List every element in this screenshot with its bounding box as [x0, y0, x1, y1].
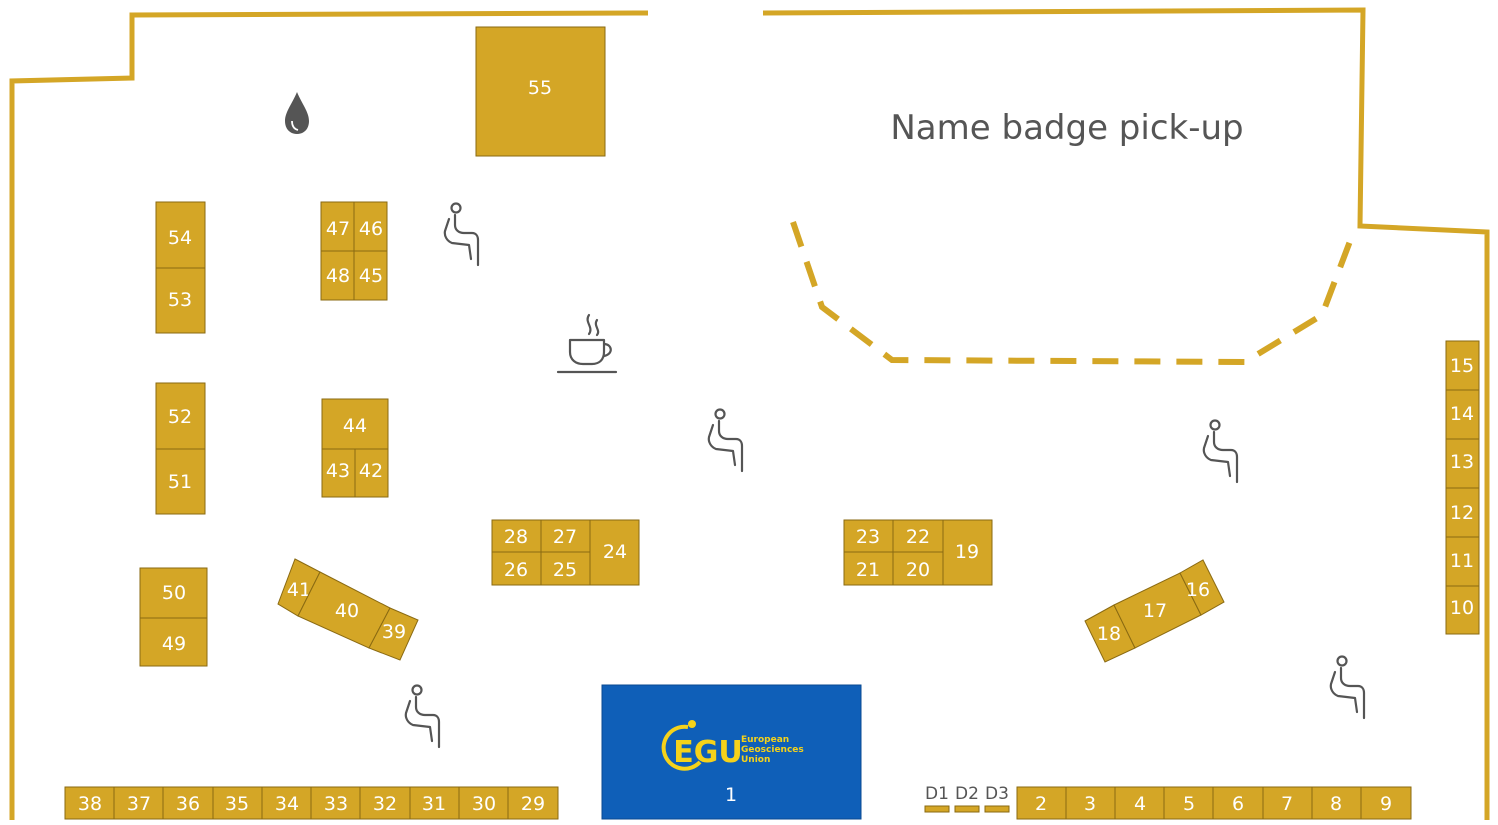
booth-20-label: 20: [905, 559, 931, 581]
booth-13-label: 13: [1449, 451, 1475, 473]
booth-48-label: 48: [325, 265, 351, 287]
booth-d3[interactable]: [985, 784, 1009, 812]
booth-52-label: 52: [167, 406, 193, 428]
booth-45[interactable]: [354, 251, 387, 300]
booth-1-egu[interactable]: [602, 685, 861, 819]
booth-44[interactable]: [322, 399, 388, 449]
booth-37[interactable]: [114, 787, 163, 819]
booth-11[interactable]: [1446, 537, 1479, 586]
booth-6-label: 6: [1231, 793, 1245, 815]
egu-logo-line2: Geosciences: [741, 745, 804, 755]
seating-icon: [1331, 657, 1364, 719]
booth-47-label: 47: [325, 218, 351, 240]
booth-33[interactable]: [311, 787, 360, 819]
booth-1-label: 1: [724, 784, 738, 806]
egu-logo-line1: European: [741, 735, 790, 745]
booth-44-label: 44: [342, 415, 368, 437]
water-drop-icon: [285, 92, 309, 134]
booth-25-label: 25: [552, 559, 578, 581]
booth-22[interactable]: [893, 520, 943, 552]
booth-51[interactable]: [156, 449, 205, 514]
booth-23-label: 23: [855, 526, 881, 548]
booth-55[interactable]: [476, 27, 605, 156]
booth-42[interactable]: [355, 449, 388, 497]
seating-icon: [1204, 421, 1237, 483]
booth-26[interactable]: [492, 552, 541, 585]
coffee-cup-icon: [558, 315, 616, 372]
booth-2-label: 2: [1034, 793, 1048, 815]
booth-48[interactable]: [321, 251, 354, 300]
egu-logo-letters: EGU: [673, 735, 743, 770]
booth-28-label: 28: [503, 526, 529, 548]
booth-14-label: 14: [1449, 403, 1475, 425]
badge-pickup-label: Name badge pick-up: [890, 108, 1244, 148]
booth-35-label: 35: [224, 793, 250, 815]
booth-27-label: 27: [552, 526, 578, 548]
booth-33-label: 33: [323, 793, 349, 815]
booth-17-label: 17: [1142, 600, 1168, 622]
booth-15-label: 15: [1449, 355, 1475, 377]
booth-2[interactable]: [1017, 787, 1066, 819]
booth-19[interactable]: [943, 520, 992, 585]
booth-22-label: 22: [905, 526, 931, 548]
booth-27[interactable]: [541, 520, 590, 552]
booth-3[interactable]: [1066, 787, 1115, 819]
booth-6[interactable]: [1213, 787, 1263, 819]
booth-10-label: 10: [1449, 597, 1475, 619]
booth-18-label: 18: [1096, 623, 1122, 645]
booth-51-label: 51: [167, 471, 193, 493]
booth-53[interactable]: [156, 268, 205, 333]
booth-43-label: 43: [325, 460, 351, 482]
booth-36[interactable]: [163, 787, 213, 819]
booth-38-label: 38: [77, 793, 103, 815]
booth-37-label: 37: [126, 793, 152, 815]
booth-32[interactable]: [360, 787, 410, 819]
booth-35[interactable]: [213, 787, 262, 819]
booth-54-label: 54: [167, 227, 193, 249]
booth-14[interactable]: [1446, 390, 1479, 439]
booth-4[interactable]: [1115, 787, 1164, 819]
booth-45-label: 45: [358, 265, 384, 287]
booth-41-label: 41: [286, 579, 312, 601]
booth-26-label: 26: [503, 559, 529, 581]
booth-20[interactable]: [893, 552, 943, 585]
booth-5[interactable]: [1164, 787, 1213, 819]
booth-46-label: 46: [358, 218, 384, 240]
seating-icon: [709, 410, 742, 472]
booth-36-label: 36: [175, 793, 201, 815]
booth-53-label: 53: [167, 289, 193, 311]
booth-d3-label: D3: [985, 784, 1009, 804]
booth-3-label: 3: [1083, 793, 1097, 815]
booth-24[interactable]: [590, 520, 639, 585]
booth-30[interactable]: [459, 787, 508, 819]
booth-9[interactable]: [1361, 787, 1411, 819]
booth-31[interactable]: [410, 787, 459, 819]
booth-9-label: 9: [1379, 793, 1393, 815]
booth-49[interactable]: [140, 618, 207, 666]
booth-47[interactable]: [321, 202, 354, 251]
booth-43[interactable]: [322, 449, 355, 497]
booth-50-label: 50: [161, 582, 187, 604]
booth-12[interactable]: [1446, 488, 1479, 537]
booth-7[interactable]: [1263, 787, 1312, 819]
booth-11-label: 11: [1449, 550, 1475, 572]
booth-34-label: 34: [274, 793, 300, 815]
booth-39-label: 39: [381, 621, 407, 643]
seating-icon: [445, 204, 478, 266]
booth-7-label: 7: [1280, 793, 1294, 815]
badge-queue-dashed-line: [793, 222, 1352, 362]
booth-12-label: 12: [1449, 502, 1475, 524]
booth-24-label: 24: [602, 541, 628, 563]
booth-10[interactable]: [1446, 586, 1479, 634]
booth-29[interactable]: [508, 787, 558, 819]
booth-54[interactable]: [156, 202, 205, 268]
booth-d2-label: D2: [955, 784, 979, 804]
booth-16-label: 16: [1185, 579, 1211, 601]
booth-8-label: 8: [1329, 793, 1343, 815]
booth-34[interactable]: [262, 787, 311, 819]
booth-30-label: 30: [471, 793, 497, 815]
booth-28[interactable]: [492, 520, 541, 552]
booth-50[interactable]: [140, 568, 207, 618]
booth-5-label: 5: [1182, 793, 1196, 815]
booth-4-label: 4: [1133, 793, 1147, 815]
booth-19-label: 19: [954, 541, 980, 563]
booth-8[interactable]: [1312, 787, 1361, 819]
booth-32-label: 32: [372, 793, 398, 815]
booth-23[interactable]: [844, 520, 893, 552]
seating-icon: [406, 686, 439, 748]
booth-15[interactable]: [1446, 341, 1479, 390]
booth-52[interactable]: [156, 383, 205, 449]
booth-38[interactable]: [65, 787, 114, 819]
booth-31-label: 31: [421, 793, 447, 815]
booth-46[interactable]: [354, 202, 387, 251]
booth-21[interactable]: [844, 552, 893, 585]
booth-13[interactable]: [1446, 439, 1479, 488]
booth-42-label: 42: [358, 460, 384, 482]
booth-55-label: 55: [527, 77, 553, 99]
booth-21-label: 21: [855, 559, 881, 581]
booth-d1-label: D1: [925, 784, 949, 804]
booth-29-label: 29: [520, 793, 546, 815]
booth-40-label: 40: [334, 600, 360, 622]
egu-logo-line3: Union: [741, 755, 771, 765]
booth-49-label: 49: [161, 633, 187, 655]
booth-d2[interactable]: [955, 784, 979, 812]
booth-25[interactable]: [541, 552, 590, 585]
booth-d1[interactable]: [925, 784, 949, 812]
